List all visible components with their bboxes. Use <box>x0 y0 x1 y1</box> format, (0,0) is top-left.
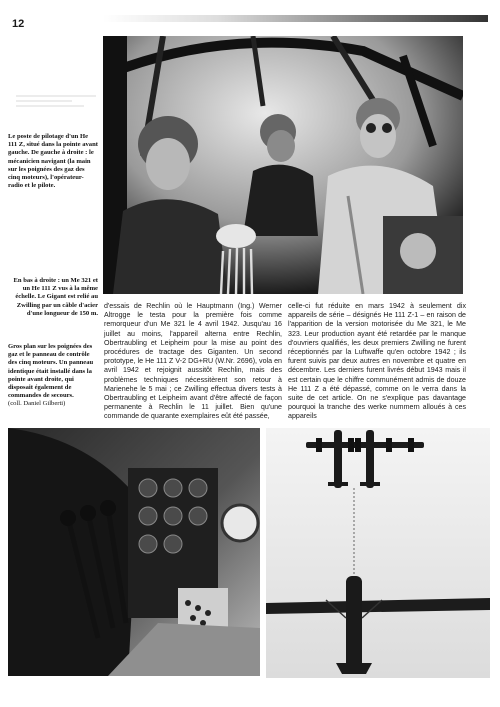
article-column-2: celle-ci fut réduite en mars 1942 à seulement dix appareils de série – désignés He 111 Z-1 – en raison de l'apparition de la version motorisée du Me 321, le Me 323. Leur production ayant été retardée par le manque d'ouvriers qualifiés, les deux premiers Zwilling ne furent réceptionnés par la Luftwaffe qu'en octobre 1942 ; ils furent suivis par deux autres en novembre et quatre en décembre. Les derniers furent livrés début 1943 mais il est certain que le chiffre communément admis de douze He 111 Z a été dépassé, comme on le verra dans la suite de cet article. On ne s'explique pas davantage pourquoi la tranche des werke nummern alloués à ces appareils <box>288 302 466 421</box>
cockpit-crew-photo <box>103 36 463 294</box>
caption-throttle-text: Gros plan sur les poignées des gaz et le panneau de contrôle des cinq moteurs. Un panneau identique était installé dans la pointe avant droite, qui disposait également de commandes de secours. <box>8 343 94 400</box>
size-comparison-drawing <box>266 428 490 678</box>
throttle-panel-photo <box>8 428 260 676</box>
photo-credit: (coll. Daniel Gilberti) <box>8 400 66 408</box>
caption-cockpit: Le poste de pilotage d'un He 111 Z, situé dans la pointe avant gauche. De gauche à droite : le mécanicien navigant (la main sur les poignées des gaz des cinq moteurs), l'opérateur-radio et le pilote. <box>8 133 98 190</box>
page-number: 12 <box>12 18 25 30</box>
caption-throttle-panel <box>8 343 100 409</box>
bleed-through-text <box>16 92 96 122</box>
caption-size-comparison: En bas à droite : un Me 321 et un He 111 Z vus à la même échelle. Le Gigant est relié au Zwilling par un câble d'acier d'une longueur de 150 m. <box>13 277 98 317</box>
article-column-1: d'essais de Rechlin où le Hauptmann (Ing.) Werner Altrogge le testa pour la première fois comme remorqueur d'un Me 321 le 4 avril 1942. Jusqu'au 16 juillet au moins, l'appareil alterna entre Rechlin, Obertraubling et Leipheim pour la mise au point des procédures de tractage des Giganten. Un second prototype, le He 111 Z V-2 DG+RU (W.Nr. 2696), vola en avril 1942 et rejoignit aussitôt Rechlin, mais des problèmes techniques nécessitèrent son retour à Marienehe le 5 mai ; ce Zwilling effectua divers tests à Obertraubling et Leipheim avant d'être affecté de façon permanente à Rechlin le 11 juillet. Bien qu'une commande de quarante exemplaires eût été passée, <box>104 302 282 421</box>
header-rule <box>103 15 488 22</box>
